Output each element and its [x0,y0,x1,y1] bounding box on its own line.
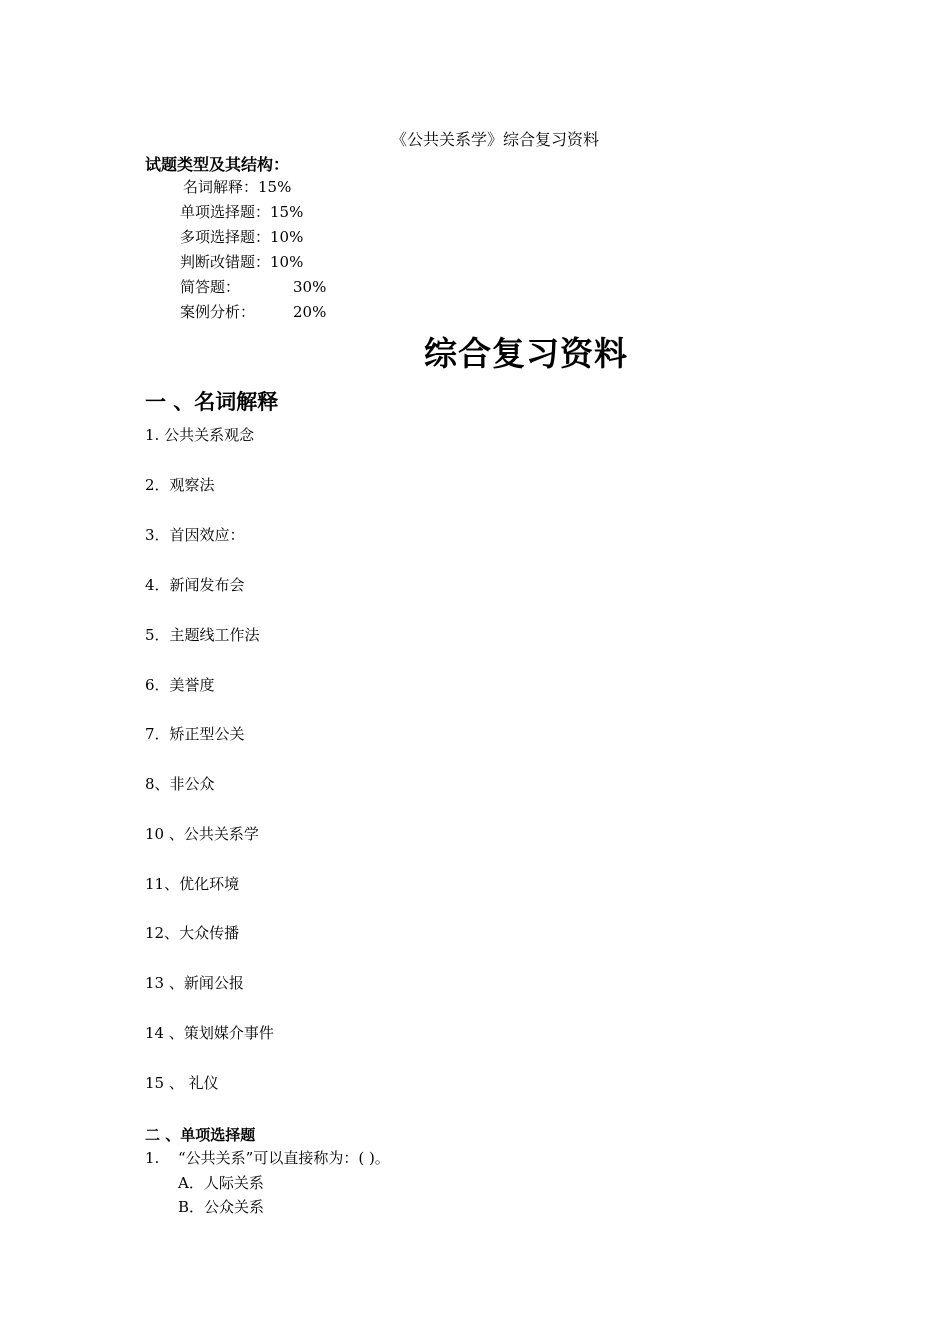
structure-label: 名词解释： [183,178,259,196]
structure-label: 案例分析： [180,303,256,321]
structure-row [180,301,326,323]
term-item: 14 、策划媒介事件 [145,1024,274,1042]
structure-percent: 30% [293,278,327,296]
term-item: 12、大众传播 [145,924,240,942]
term-item: 4．新闻发布会 [145,576,245,594]
structure-label: 判断改错题： [180,253,271,271]
term-item: 8、非公众 [145,775,215,793]
term-item: 6．美誉度 [145,676,215,694]
structure-row [183,176,291,198]
term-item: 15 、 礼仪 [145,1074,219,1092]
structure-row [180,276,326,298]
section-heading: 一 、名词解释 [145,389,279,414]
term-item: 10 、公共关系学 [145,825,259,843]
document-title: 《公共关系学》综合复习资料 [390,130,599,149]
structure-row [180,226,303,248]
question-option: A．人际关系 [178,1174,264,1192]
question-option: B．公众关系 [178,1198,265,1216]
term-item: 1. 公共关系观念 [145,426,255,444]
structure-percent: 10% [270,228,304,246]
structure-label: 简答题： [180,278,241,296]
question-number: 1. [145,1149,160,1167]
structure-heading: 试题类型及其结构： [145,155,290,174]
structure-label: 单项选择题： [180,203,271,221]
structure-row [180,251,303,273]
term-item: 11、优化环境 [145,875,240,893]
structure-percent: 20% [293,303,327,321]
section-heading: 二 、单项选择题 [145,1126,256,1144]
term-item: 5．主题线工作法 [145,626,260,644]
term-item: 13 、新闻公报 [145,974,244,992]
structure-percent: 10% [270,253,304,271]
term-item: 3．首因效应： [145,526,245,544]
structure-percent: 15% [270,203,304,221]
structure-label: 多项选择题： [180,228,271,246]
question-text: “公共关系”可以直接称为：( )。 [178,1149,390,1167]
structure-row [180,201,303,223]
term-item: 7．矫正型公关 [145,725,245,743]
structure-percent: 15% [258,178,292,196]
term-item: 2．观察法 [145,476,215,494]
main-title: 综合复习资料 [424,334,628,373]
